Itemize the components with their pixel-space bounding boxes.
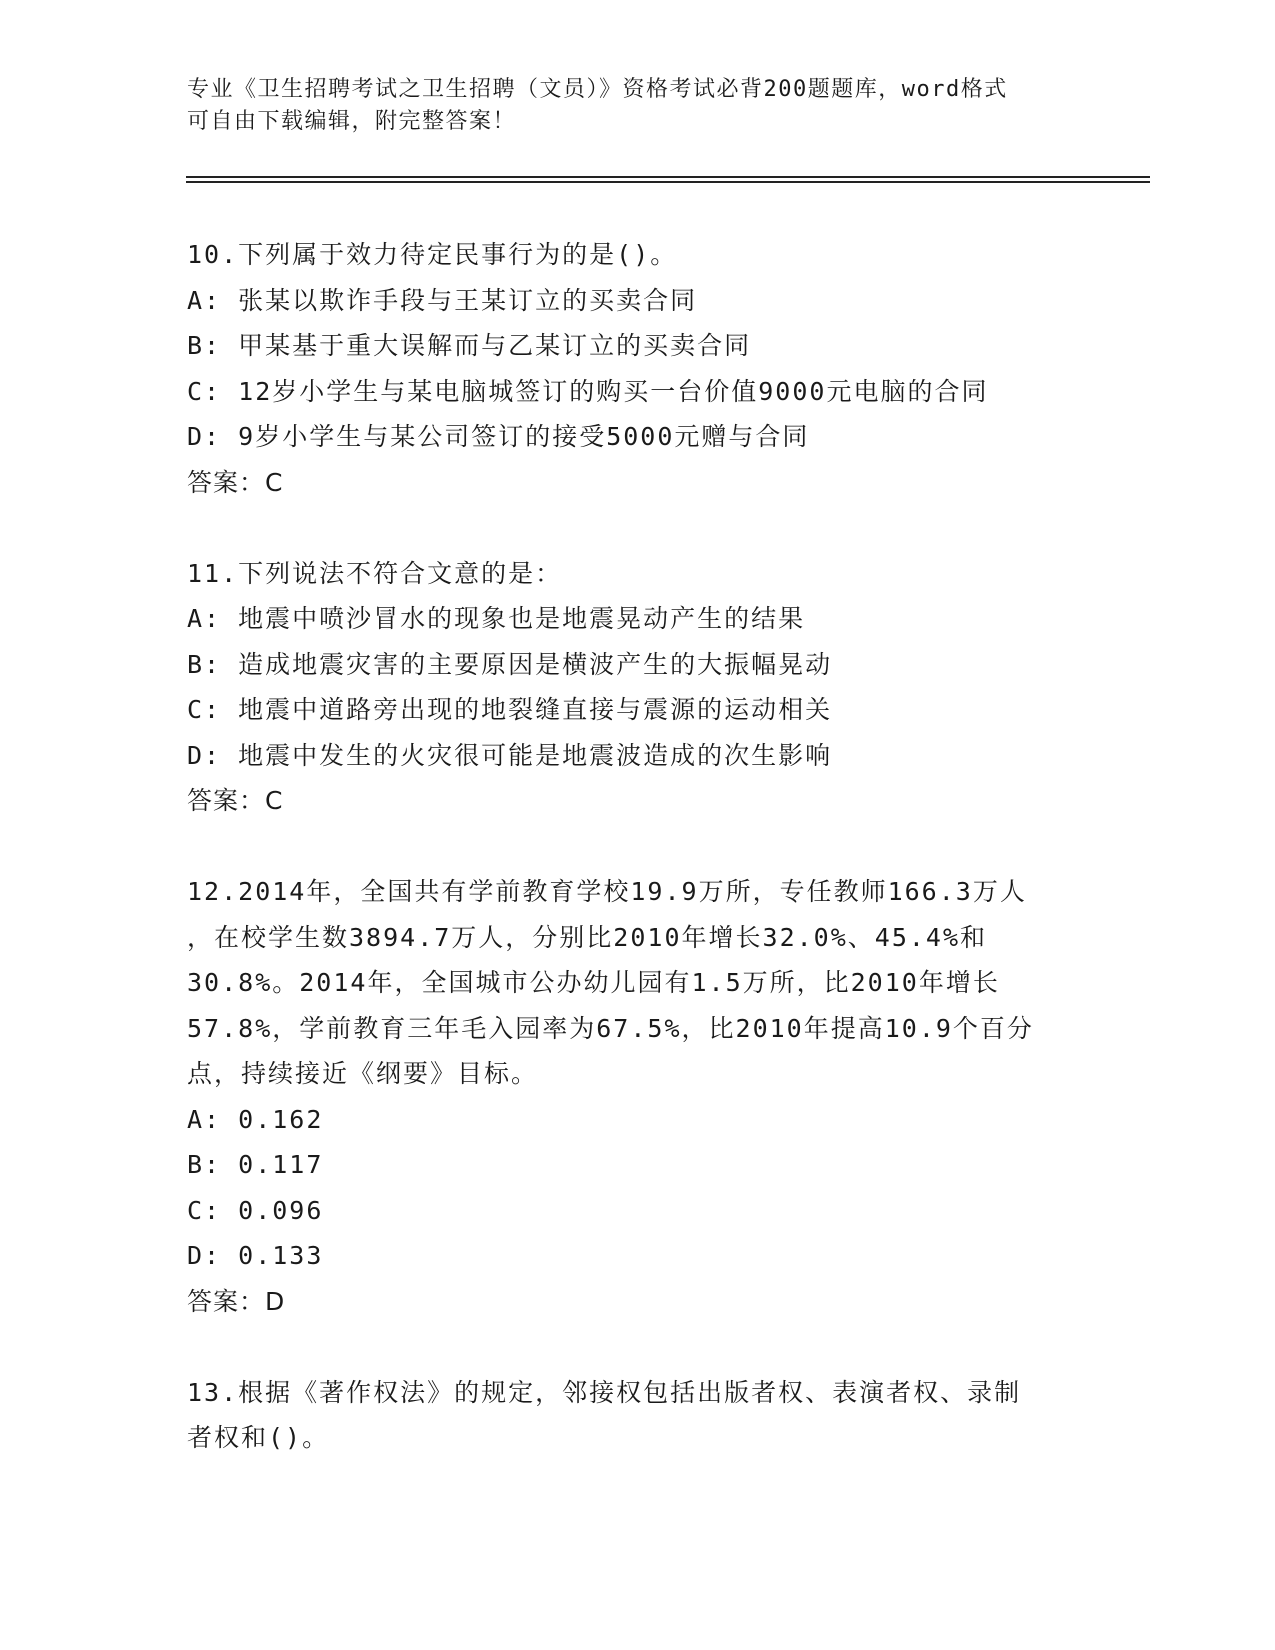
question-stem-line-1: 12.2014年，全国共有学前教育学校19.9万所，专任教师166.3万人 xyxy=(187,877,1027,906)
answer-line: 答案：D xyxy=(187,1286,286,1316)
document-header xyxy=(187,74,1067,138)
option-b: B: 甲某基于重大误解而与乙某订立的买卖合同 xyxy=(187,331,752,360)
header-line-2: 可自由下载编辑，附完整答案！ xyxy=(187,109,517,134)
option-b: B: 造成地震灾害的主要原因是横波产生的大振幅晃动 xyxy=(187,649,833,679)
question-10 xyxy=(187,232,1087,505)
header-divider-bottom xyxy=(186,181,1150,183)
question-stem-line-4: 57.8%，学前教育三年毛入园率为67.5%，比2010年提高10.9个百分 xyxy=(187,1013,1034,1043)
option-a: A: 张某以欺诈手段与王某订立的买卖合同 xyxy=(187,285,698,315)
answer-line: 答案：C xyxy=(187,467,284,497)
question-stem-line-2: 者权和()。 xyxy=(187,1423,330,1452)
question-stem-line-1: 13.根据《著作权法》的规定，邻接权包括出版者权、表演者权、录制 xyxy=(187,1377,1022,1407)
option-c: C: 12岁小学生与某电脑城签订的购买一台价值9000元电脑的合同 xyxy=(187,376,989,406)
option-d: D: 地震中发生的火灾很可能是地震波造成的次生影响 xyxy=(187,740,833,770)
question-stem-line-5: 点，持续接近《纲要》目标。 xyxy=(187,1059,539,1088)
option-d: D: 9岁小学生与某公司签订的接受5000元赠与合同 xyxy=(187,422,810,451)
question-stem-line-2: ，在校学生数3894.7万人，分别比2010年增长32.0%、45.4%和 xyxy=(187,922,988,952)
question-stem-line-3: 30.8%。2014年，全国城市公办幼儿园有1.5万所，比2010年增长 xyxy=(187,968,1000,997)
option-c: C: 0.096 xyxy=(187,1195,324,1225)
option-a: A: 地震中喷沙冒水的现象也是地震晃动产生的结果 xyxy=(187,604,806,633)
question-12 xyxy=(187,869,1087,1324)
option-b: B: 0.117 xyxy=(187,1150,324,1179)
question-stem: 10.下列属于效力待定民事行为的是()。 xyxy=(187,240,678,269)
header-divider-top xyxy=(186,176,1150,178)
option-c: C: 地震中道路旁出现的地裂缝直接与震源的运动相关 xyxy=(187,695,833,724)
question-stem: 11.下列说法不符合文意的是： xyxy=(187,558,563,588)
answer-line: 答案：C xyxy=(187,786,284,815)
header-line-1: 专业《卫生招聘考试之卫生招聘（文员）》资格考试必背200题题库，word格式 xyxy=(187,77,1008,102)
option-d: D: 0.133 xyxy=(187,1241,324,1270)
option-a: A: 0.162 xyxy=(187,1104,324,1134)
question-11 xyxy=(187,551,1087,824)
question-13 xyxy=(187,1370,1087,1461)
question-list xyxy=(187,232,1087,1461)
